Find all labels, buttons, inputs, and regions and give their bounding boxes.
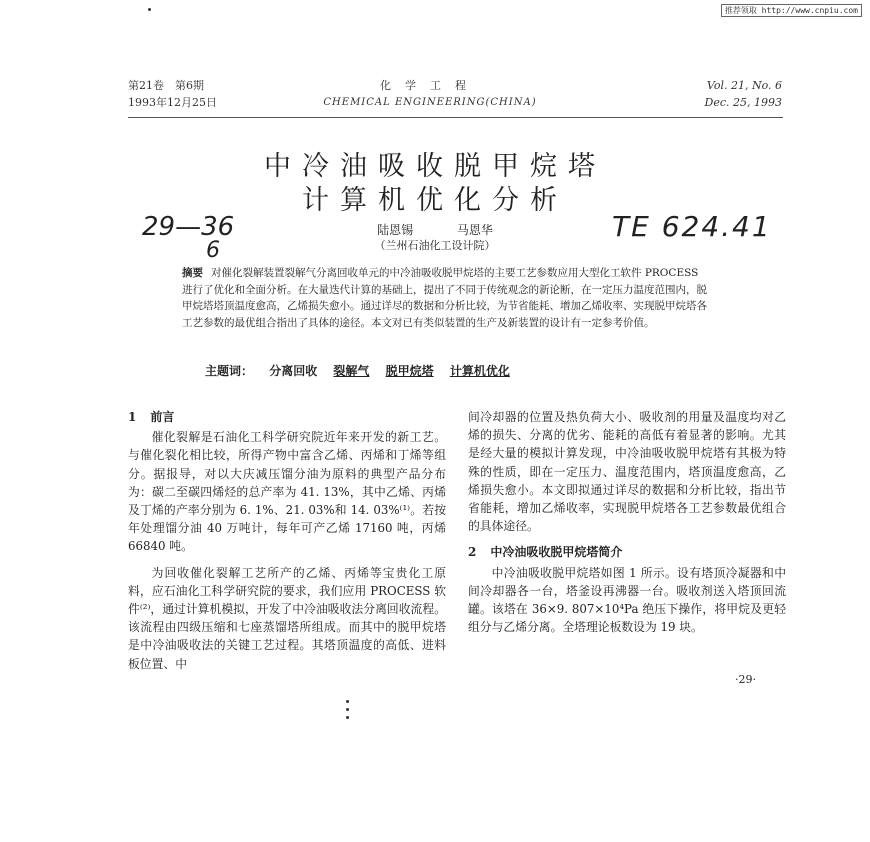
abstract: [182, 265, 710, 331]
section-1-number: 1: [128, 410, 137, 424]
journal-name-en: CHEMICAL ENGINEERING(CHINA): [323, 97, 537, 108]
article-title: [0, 150, 870, 218]
journal-name: [300, 77, 560, 111]
title-line-1: 中冷油吸收脱甲烷塔: [264, 151, 606, 182]
author-1: 陆恩锡: [377, 223, 414, 237]
keywords: [205, 362, 522, 379]
journal-name-cn: 化学工程: [380, 79, 480, 92]
scan-dot: [346, 700, 349, 703]
author-2: 马恩华: [456, 223, 493, 237]
section-1-heading: [128, 408, 446, 426]
scan-dots: [346, 700, 349, 724]
journal-issue-info: [128, 77, 217, 111]
author-affiliation: （兰州石油化工设计院）: [374, 239, 496, 252]
issue-date: 1993年12月25日: [128, 96, 217, 109]
abstract-label: 摘要: [182, 267, 203, 279]
intro-paragraph-1: 催化裂解是石油化工科学研究院近年来开发的新工艺。与催化裂化相比较，所得产物中富含乙烯、丙烯和丁烯等组分。据报导，对以大庆减压馏分油为原料的典型产品分布为：碳二至碳四烯烃的总产率为 41. 13%，其中乙烯、丙烯及丁烯的产率分别为 6. 1%、21. 03%和 14. 03%⁽¹⁾。若按年处理馏分油 40 万吨计，每年可产乙烯 17160 吨，丙烯 66840 吨。: [128, 430, 446, 554]
handwritten-page-range: 29—36: [142, 212, 235, 242]
keyword-4: 计算机优化: [449, 364, 510, 378]
journal-issue-info-en: [705, 77, 782, 111]
scan-dot: [346, 716, 349, 719]
keyword-2: 裂解气: [333, 364, 370, 378]
authors-block: [0, 222, 870, 254]
section-2-title: 中冷油吸收脱甲烷塔简介: [490, 545, 623, 560]
volume-issue: 第21卷 第6期: [128, 79, 204, 92]
scan-speck: [148, 8, 151, 11]
section-1-title: 前言: [150, 410, 175, 424]
header-rule: [128, 117, 783, 118]
page-number: ·29·: [735, 673, 756, 686]
keyword-1: 分离回收: [269, 364, 318, 378]
handwritten-classification: TE 624.41: [612, 210, 772, 243]
handwritten-issue: 6: [206, 238, 220, 263]
issue-date-en: Dec. 25, 1993: [704, 96, 782, 109]
keywords-label: 主题词：: [205, 364, 254, 378]
author-names: [0, 222, 870, 238]
title-line-2: 计算机优化分析: [302, 185, 568, 216]
abstract-text: 对催化裂解装置裂解气分离回收单元的中冷油吸收脱甲烷塔的主要工艺参数应用大型化工软件 PROCESS 进行了优化和全面分析。在大量迭代计算的基础上，提出了不同于传统观念的新论断，在一定压力温度范围内，脱甲烷塔塔顶温度愈高，乙烯损失愈小。通过详尽的数据和分析比较，为节省能耗、增加乙烯收率、实现脱甲烷塔各工艺参数的最优组合指出了具体的途径。本文对已有类似装置的生产及新装置的设计有一定参考价值。: [182, 267, 707, 329]
intro-paragraph-3: 间冷却器的位置及热负荷大小、吸收剂的用量及温度均对乙烯的损失、分离的优劣、能耗的高低有着显著的影响。尤其是经大量的模拟计算发现，中冷油吸收脱甲烷塔有其极为特殊的性质，即在一定压力、温度范围内，塔顶温度愈高，乙烯损失愈小。本文即拟通过详尽的数据和分析比较，指出节省能耗，增加乙烯收率，实现脱甲烷塔各工艺参数最优组合的具体途径。: [468, 410, 786, 534]
section-2-heading: [468, 543, 786, 561]
watermark: 推荐领取 http://www.cnpiu.com: [721, 4, 862, 17]
keyword-3: 脱甲烷塔: [385, 364, 434, 378]
right-column: [468, 408, 786, 636]
scan-dot: [346, 708, 349, 711]
description-paragraph: 中冷油吸收脱甲烷塔如图 1 所示。设有塔顶冷凝器和中间冷却器各一台，塔釜设再沸器一台。吸收剂送入塔顶回流罐。该塔在 36×9. 807×10⁴Pa 绝压下操作，将甲烷及更轻组分与乙烯分离。全塔理论板数设为 19 块。: [468, 565, 786, 635]
section-2-number: 2: [468, 545, 477, 560]
left-column: [128, 408, 446, 673]
intro-paragraph-2: 为回收催化裂解工艺所产的乙烯、丙烯等宝贵化工原料，应石油化工科学研究院的要求，我们应用 PROCESS 软件⁽²⁾，通过计算机模拟，开发了中冷油吸收法分离回收流程。该流程由四级压缩和七座蒸馏塔所组成。而其中的脱甲烷塔是中冷油吸收法的关键工艺过程。其塔顶温度的高低、进料板位置、中: [128, 565, 446, 671]
volume-issue-en: Vol. 21, No. 6: [706, 79, 782, 92]
